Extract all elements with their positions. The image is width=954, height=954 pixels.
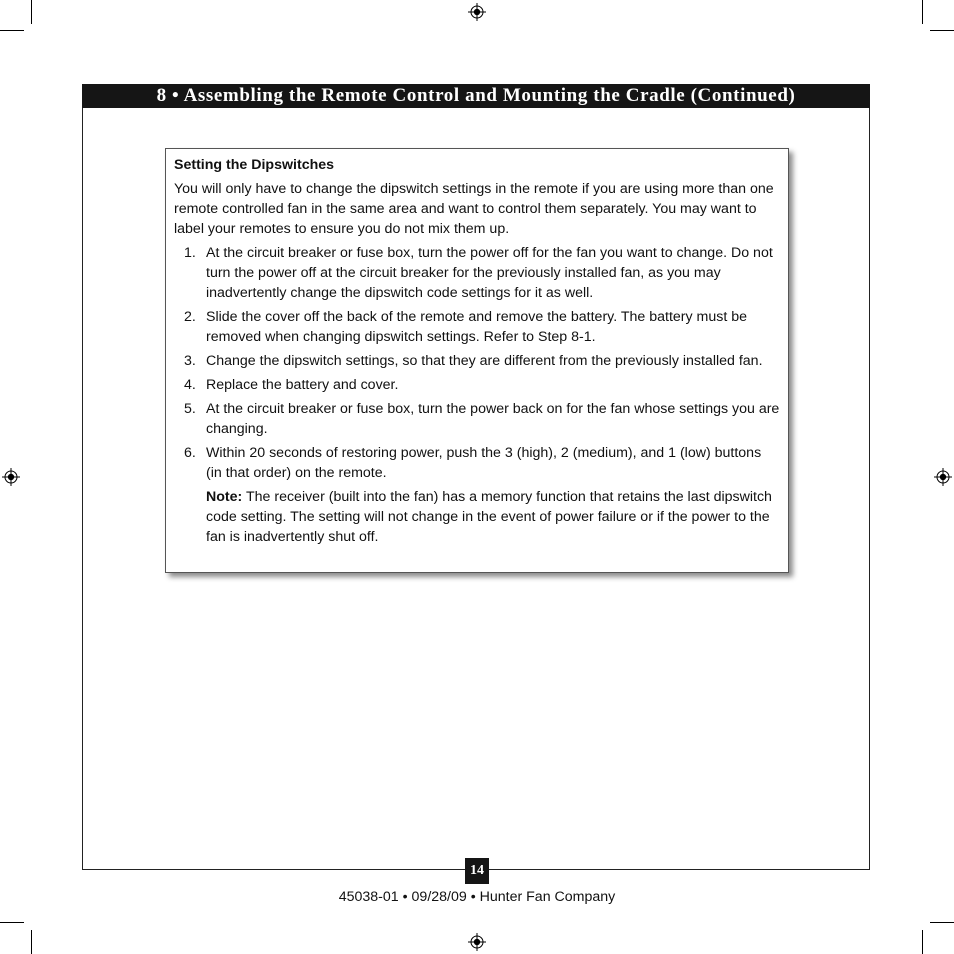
crop-mark-icon — [31, 0, 32, 24]
list-item — [174, 399, 780, 439]
list-item — [174, 243, 780, 303]
crop-mark-icon — [922, 930, 923, 954]
note-label: Note: — [206, 489, 243, 505]
step-number: 6. — [184, 445, 196, 461]
step-text: At the circuit breaker or fuse box, turn the power off for the fan you want to change. Do not turn the power off at the circuit breaker for the previously installed fan, as you may inadvertently change the dipswitch code settings for it as well. — [206, 245, 773, 301]
registration-mark-icon — [2, 468, 20, 486]
step-number: 4. — [184, 377, 196, 393]
footer-text: 45038-01 • 09/28/09 • Hunter Fan Company — [338, 889, 616, 905]
list-item — [174, 443, 780, 483]
intro-paragraph: You will only have to change the dipswitch settings in the remote if you are using more than one remote controlled fan in the same area and want to control them separately. You may want to label your remotes to ensure you do not mix them up. — [174, 181, 774, 237]
registration-mark-icon — [934, 468, 952, 486]
list-item — [174, 351, 780, 371]
list-item — [174, 307, 780, 347]
step-text: Replace the battery and cover. — [206, 377, 399, 393]
step-text: Within 20 seconds of restoring power, push the 3 (high), 2 (medium), and 1 (low) buttons (in that order) on the remote. — [206, 445, 762, 481]
step-number: 2. — [184, 309, 196, 325]
note-paragraph — [174, 487, 780, 547]
step-text: Change the dipswitch settings, so that they are different from the previously installed fan. — [206, 353, 763, 369]
steps-list — [174, 243, 780, 483]
note-text: The receiver (built into the fan) has a memory function that retains the last dipswitch code setting. The setting will not change in the event of power failure or if the power to the fan is inadvertently shut off. — [206, 489, 772, 545]
list-item — [174, 375, 780, 395]
dipswitch-instructions-box — [165, 148, 789, 573]
section-header: 8 • Assembling the Remote Control and Mounting the Cradle (Continued) — [82, 84, 870, 108]
crop-mark-icon — [930, 30, 954, 31]
step-number: 3. — [184, 353, 196, 369]
crop-mark-icon — [0, 922, 24, 923]
crop-mark-icon — [0, 30, 24, 31]
page-number: 14 — [465, 858, 489, 884]
step-number: 5. — [184, 401, 196, 417]
crop-mark-icon — [930, 922, 954, 923]
step-text: At the circuit breaker or fuse box, turn the power back on for the fan whose settings you are changing. — [206, 401, 780, 437]
box-heading: Setting the Dipswitches — [174, 157, 335, 173]
step-text: Slide the cover off the back of the remote and remove the battery. The battery must be removed when changing dipswitch settings. Refer to Step 8-1. — [206, 309, 748, 345]
step-number: 1. — [184, 245, 196, 261]
crop-mark-icon — [31, 930, 32, 954]
registration-mark-icon — [468, 933, 486, 951]
registration-mark-icon — [468, 3, 486, 21]
crop-mark-icon — [922, 0, 923, 24]
